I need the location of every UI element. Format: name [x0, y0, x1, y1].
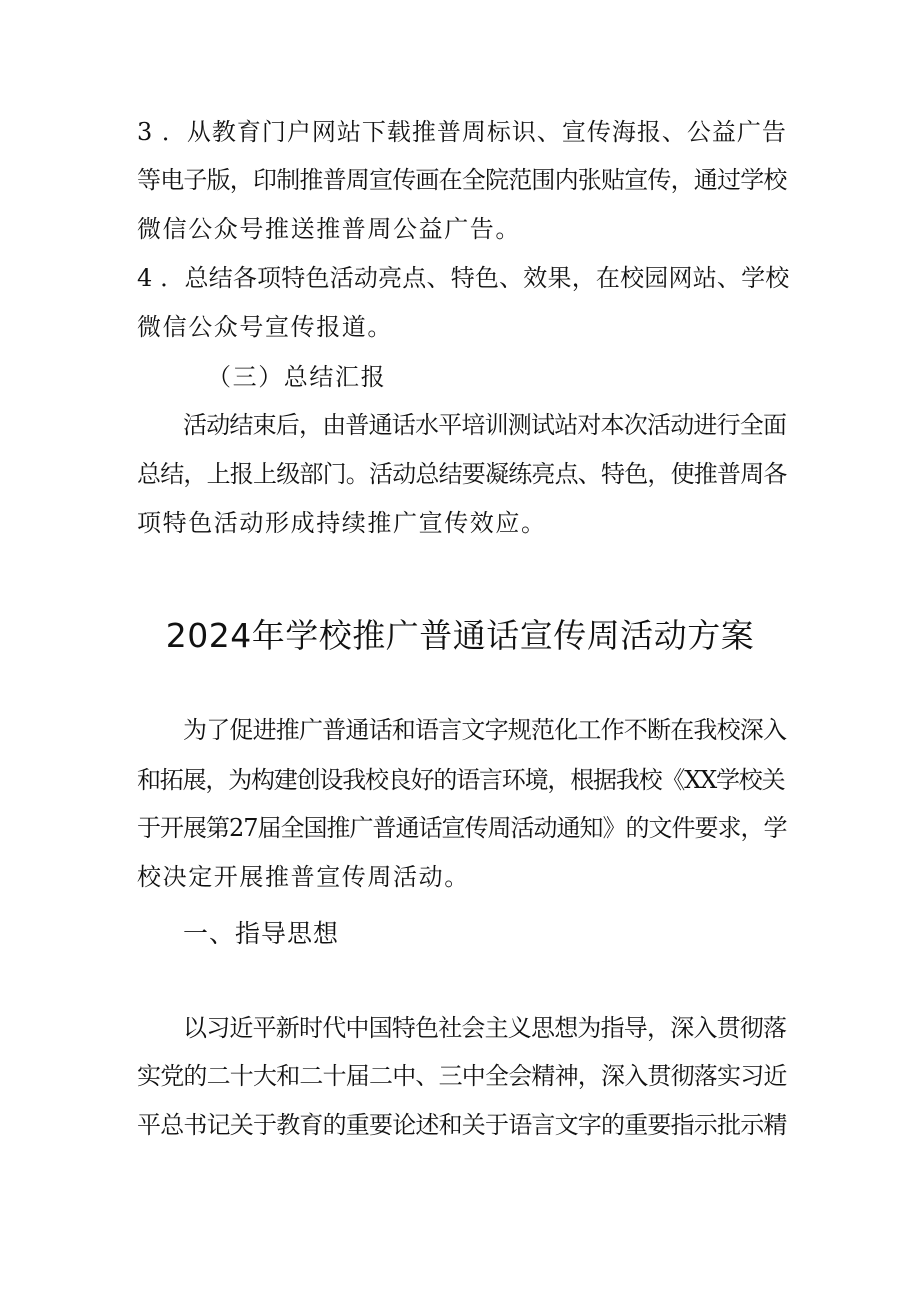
summary-line-2: 总结，上报上级部门。活动总结要凝练亮点、特色，使推普周各: [137, 460, 787, 488]
document-title: 2024年学校推广普通话宣传周活动方案: [165, 616, 755, 655]
item4-line-1: 4 ．总结各项特色活动亮点、特色、效果，在校园网站、学校: [137, 264, 790, 292]
summary-line-3: 项特色活动形成持续推广宣传效应。: [137, 509, 547, 537]
intro-line-4: 校决定开展推普宣传周活动。: [137, 863, 470, 891]
item3-line-2: 等电子版，印制推普周宣传画在全院范围内张贴宣传，通过学校: [137, 166, 787, 194]
summary-line-1: 活动结束后，由普通话水平培训测试站对本次活动进行全面: [183, 411, 787, 439]
section1-line-2: 实党的二十大和二十届二中、三中全会精神，深入贯彻落实习近: [137, 1062, 787, 1090]
intro-line-1: 为了促进推广普通话和语言文字规范化工作不断在我校深入: [183, 716, 787, 744]
item4-line-2: 微信公众号宣传报道。: [137, 313, 393, 341]
intro-line-3: 于开展第27届全国推广普通话宣传周活动通知》的文件要求，学: [137, 814, 787, 842]
item3-line-3: 微信公众号推送推普周公益广告。: [137, 215, 521, 243]
section1-line-1: 以习近平新时代中国特色社会主义思想为指导，深入贯彻落: [183, 1014, 787, 1042]
subheading-summary-report: （三）总结汇报: [207, 363, 387, 391]
section-heading-guiding-ideology: 一、指导思想: [183, 919, 340, 948]
intro-line-2: 和拓展，为构建创设我校良好的语言环境，根据我校《XX学校关: [137, 766, 785, 794]
section1-line-3: 平总书记关于教育的重要论述和关于语言文字的重要指示批示精: [137, 1111, 787, 1139]
item3-line-1: 3 ．从教育门户网站下载推普周标识、宣传海报、公益广告: [137, 118, 787, 146]
